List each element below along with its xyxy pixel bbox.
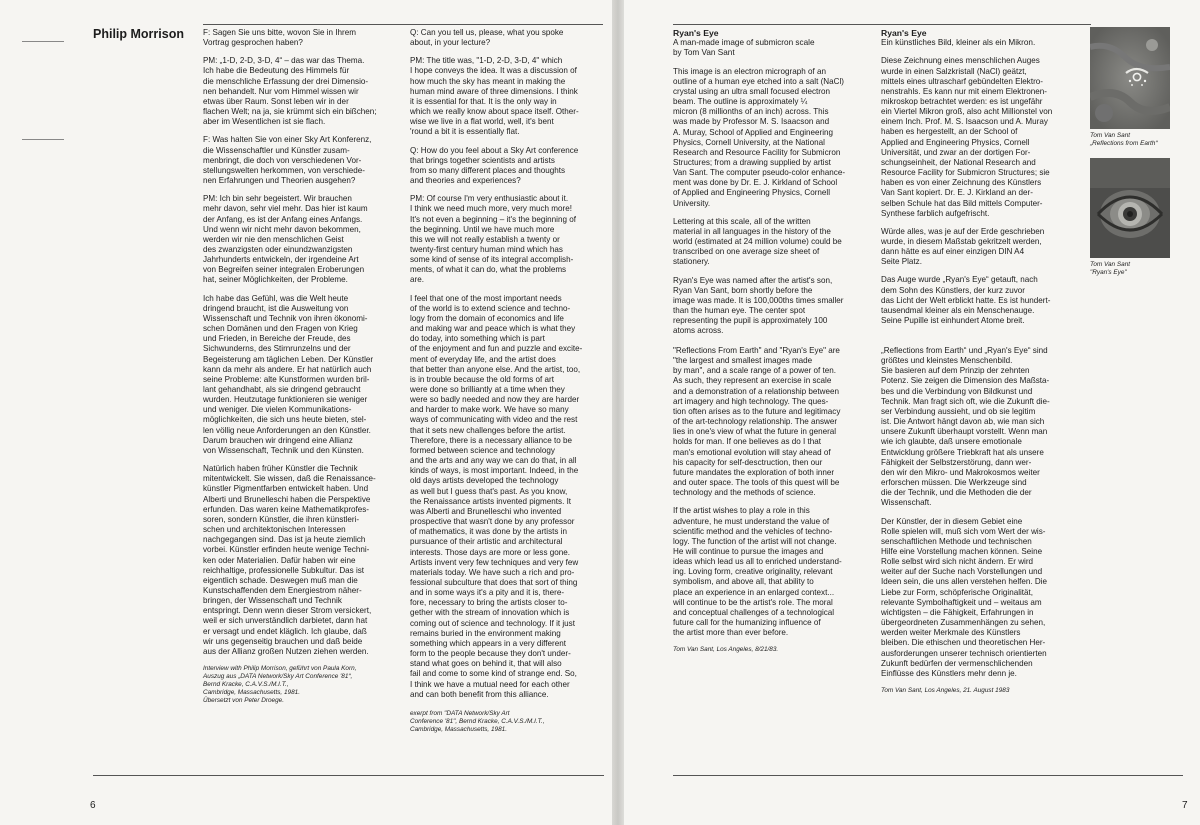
german-column [881, 28, 1091, 334]
credit-line: Interview with Philip Morrison, geführt von Paula Korn, [203, 665, 357, 673]
article-subtitle: A man-made image of submicron scale by Tom Van Sant [673, 38, 815, 58]
credit-line: Cambridge, Massachusetts, 1981. [410, 726, 507, 734]
top-rule [203, 24, 603, 25]
german-paragraph: PM: Ich bin sehr begeistert. Wir brauchen mehr davon, sehr viel mehr. Das hier ist kaum der Anfang, es ist der Anfang eines Anfangs. Und wenn wir nicht mehr davon bekommen, werden wir nie den menschlichen Geist des zwanzigsten oder einundzwanzigsten Jahrhunderts entwickeln, der irgendeine Art von Begreifen seiner integralen Eroberungen hat, seiner Möglichkeiten, der Probleme. [203, 194, 368, 285]
german-paragraph: PM: „1-D, 2-D, 3-D, 4“ – das war das Thema. Ich habe die Bedeutung des Himmels für die menschliche Erfassung der drei Dimensio- nen behandelt. Nur vom Himmel wissen wir etwas über Raum. Sonst leben wir in der flachen Welt; na ja, sie krümmt sich ein bißchen; aber im Wesentlichen ist sie flach. [203, 56, 377, 127]
english-paragraph: PM: The title was, "1-D, 2-D, 3-D, 4" which I hope conveys the idea. It was a discussion of how much the sky has meant in making the human mind aware of three dimensions. I think it is essential for that. It is the only way in which we really know about space itself. Other- wise we live in a flat world, well, it's bent 'round a bit it is essentially flat. [410, 56, 579, 137]
german-paragraph: Würde alles, was je auf der Erde geschrieben wurde, in diesem Maßstab gekritzelt werden, dann hätte es auf einer einzigen DIN A4 Seite Platz. [881, 226, 1045, 267]
reflections-from-earth-photo [1090, 27, 1170, 129]
article-subtitle: Ein künstliches Bild, kleiner als ein Mikron. [881, 38, 1036, 48]
german-paragraph: „Reflections from Earth“ und „Ryan's Eye“ sind größtes und kleinstes Menschenbild. Sie basieren auf dem Prinzip der zehnten Potenz. Sie zeigen die Dimension des Maßsta- bes und die Verbindung von Bildkunst und Technik. Man fragt sich oft, wie die Zukunft die- ser Verbindung aussieht, und ob sie legitim ist. Die Antwort hängt davon ab, wie man sich unsere Zukunft überhaupt vorstellt. Wenn man wie ich glaubte, daß unsere emotionale Entwicklung größere Triebkraft hat als unsere Fähigkeit der Selbstzerstörung, dann wer- den wir den Mikro- und Makrokosmos weiter erforschen müssen. Die Werkzeuge sind die der Technik, und die Methoden die der Wissenschaft. [881, 346, 1050, 508]
english-paragraph: Q: Can you tell us, please, what you spoke about, in your lecture? [410, 28, 564, 48]
english-column [673, 28, 878, 344]
english-paragraph: PM: Of course I'm very enthusiastic about it. I think we need much more, very much more! It's not even a beginning – it's the beginning of the beginning. Until we have much more this we will not really establish a twenty or twenty-first century human mind which has some kind of sense of its integral accomplish- ments, of what it can do, what the problems are. [410, 194, 576, 285]
english-paragraph: Ryan's Eye was named after the artist's son, Ryan Van Sant, born shortly before the image was made. It is 100,000ths times smaller than the human eye. The center spot representing the pupil is approximately 100 atoms across. [673, 275, 844, 336]
photo-caption [1090, 261, 1180, 277]
english-paragraph: This image is an electron micrograph of an outline of a human eye etched into a salt (NaCl) crystal using an ultra small focused electron beam. The outline is approximately ¼ micron (8 millionths of an inch) across. This was made by Professor M. S. Isaacson and A. Muray, School of Applied and Engineering Physics, Cornell University, at the National Research and Resource Facility for Submicron Structures; from a drawing supplied by artist Van Sant. The computer pseudo-color enhance- ment was done by Dr. E. J. Kirkland of School of Applied and Engineering Physics, Cornell University. [673, 66, 846, 208]
german-paragraph: Diese Zeichnung eines menschlichen Auges wurde in einen Salzkristall (NaCl) geätzt, mittels eines ultrascharf gebündelten Elektro- nenstrahls. Es kann nur mit einem Elektronen- mikroskop betrachtet werden: es ist ungefähr ein Viertel Mikron groß, also acht Millionstel von einem Inch. Prof. M. S. Isaacson und A. Muray haben es hergestellt, an der School of Applied and Engineering Physics, Cornell Universität, und zwar an der dortigen For- schungseinheit, der National Research and Resource Facility for Submicron Structures; sie haben es von einer Zeichnung des Künstlers Van Sant kopiert. Dr. E. J. Kirkland an der- selben Schule hat das Bild mittels Computer- Synthese farblich aufgefrischt. [881, 56, 1053, 218]
signature: Tom Van Sant, Los Angeles, 8/21/83. [673, 646, 779, 654]
english-paragraph: I feel that one of the most important needs of the world is to extend science and techno- logy from the domain of economics and life and making war and peace which is what they do today, into something which is part of the enjoyment and fun and puzzle and excite- ment of everyday life, and the artist does that better than anyone else. And the artist, too, is in trouble because the old forms of art were done so brilliantly at a time when they were so badly needed and now they are harder and harder to make work. We have so many ways of communicating with video and the rest that it sets new challenges before the artist. Therefore, there is a necessary alliance to be formed between science and technology and the arts and any way we can do that, in all kinds of ways, is most important. Indeed, in the old days artists developed the technology as well but I guess that's past. As you know, the Renaissance artists invented pigments. It was Alberti and Brunelleschi who invented prospective that wasn't done by any professor of mathematics, it was done by the artists in pursuance of their artistic and architectural interests. Those days are more or less gone. Artists invent very few techniques and very few materials today. We have such a rich and pro- fessional subculture that does that sort of thing and in some ways it's a pity and it is, there- fore, necessary to bring the artists closer to- gether with the stream of innovation which is coming out of science and technology. If it just remains buried in the environment making something which appears in a very different form to the people because they don't under- stand what goes on behind it, that will also fail and come to some kind of strange end. So, I think we have a mutual need for each other and can both benefit from this alliance. [410, 293, 583, 699]
caption-line: „Reflections from Earth“ [1090, 140, 1158, 148]
english-paragraph: If the artist wishes to play a role in this adventure, he must understand the value of scientific method and the vehicles of techno- logy. The function of the artist will not change. He will continue to pursue the images and ideas which lead us all to enriched understand- ing. Loving form, creative originality, relevant symbolism, and above all, that ability to place an experience in an enlarged context... will continue to be the artist's role. The moral and conceptual challenges of a technological future call for the humanizing influence of the artist more than ever before. [673, 506, 842, 638]
german-credit [203, 665, 403, 705]
caption-line: Tom Van Sant [1090, 132, 1131, 139]
page-number: 7 [1182, 800, 1188, 811]
english-paragraph: Q: How do you feel about a Sky Art conference that brings together scientists and artists from so many different places and thoughts and theories and experiences? [410, 145, 579, 186]
caption-line: "Ryan's Eye" [1090, 269, 1127, 277]
bottom-rule [673, 775, 1183, 776]
german-column [203, 28, 403, 706]
credit-line: Auszug aus „DATA Network/Sky Art Conference '81“, [203, 673, 353, 681]
signature: Tom Van Sant, Los Angeles, 21. August 1983 [881, 687, 1010, 694]
english-column [410, 28, 606, 734]
page-number: 6 [90, 800, 96, 811]
credit-line: Cambridge, Massachusetts, 1981. [203, 689, 300, 697]
credit-line: Bernd Kracke, C.A.V.S./M.I.T., [203, 681, 289, 689]
photo-caption [1090, 132, 1180, 148]
german-essay-column [881, 346, 1091, 695]
german-paragraph: F: Sagen Sie uns bitte, wovon Sie in Ihrem Vortrag gesprochen haben? [203, 28, 356, 48]
bottom-rule [93, 775, 604, 776]
credit-line: Conference '81", Bernd Kracke, C.A.V.S./M.I.T., [410, 717, 545, 725]
german-paragraph: F: Was halten Sie von einer Sky Art Konferenz, die Wissenschaftler und Künstler zusam- menbringt, die doch von verschiedenen Vor- stellungswelten herkommen, von verschiede- nen Erfahrungen und Theorien ausgehen? [203, 135, 372, 186]
caption-line: Tom Van Sant [1090, 261, 1131, 268]
german-paragraph: Natürlich haben früher Künstler die Technik mitentwickelt. Sie wissen, daß die Renaissance- künstler Pigmentfarben entwickelt haben. Und Alberti und Brunelleschi haben die Perspektive erfunden. Das waren keine Mathematikprofes- soren, sondern Künstler, die ihren künstleri- schen und architektonischen Interessen nachgegangen sind. Das ist ja heute ziemlich vorbei. Künstler erfinden heute wenige Techni- ken oder Materialien. Dafür haben wir eine reichhaltige, professionelle Subkultur. Das ist eigentlich schade. Deswegen muß man die Kunstschaffenden dem Energiestrom näher- bringen, der Wissenschaft und Technik entspringt. Denn wenn dieser Strom versickert, weil er sich unverständlich darbietet, dann hat er versagt und endet kläglich. Ich glaube, daß wir uns gegenseitig brauchen und daß beide aus der Allianz großen Nutzen ziehen werden. [203, 464, 376, 656]
top-rule [673, 24, 1091, 25]
english-credit [410, 710, 606, 734]
english-paragraph: Lettering at this scale, all of the written material in all languages in the history of the world (estimated at 24 million volume) could be transcribed on one average size sheet of stationery. [673, 216, 842, 267]
article-title: Ryan's Eye [673, 28, 719, 38]
ryans-eye-photo [1090, 158, 1170, 258]
article-title: Ryan's Eye [881, 28, 927, 38]
author-name: Philip Morrison [93, 27, 184, 41]
credit-line: exerpt from "DATA Network/Sky Art [410, 709, 510, 717]
right-page [624, 0, 1200, 825]
spread-gutter [612, 0, 624, 825]
margin-mark [22, 139, 64, 140]
german-paragraph: Das Auge wurde „Ryan's Eye“ getauft, nach dem Sohn des Künstlers, der kurz zuvor das Licht der Welt erblickt hatte. Es ist hundert- tausendmal kleiner als ein Menschenauge. Seine Pupille ist einhundert Atome breit. [881, 275, 1051, 326]
german-paragraph: Der Künstler, der in diesem Gebiet eine Rolle spielen will, muß sich vom Wert der wis- senschaftlichen Methode und technischen Hilfe eine Vorstellung machen können. Seine Rolle selbst wird sich nicht ändern. Er wird weiter auf der Suche nach Vorstellungen und Ideen sein, die uns allen verstehen helfen. Die Liebe zur Form, schöpferische Originalität, relevante Symbolhaftigkeit und – weitaus am wichtigsten – die Fähigkeit, Erfahrungen in übergeordneten Zusammenhängen zu sehen, werden weiter Merkmale des Künstlers bleiben. Die ethischen und theoretischen Her- ausforderungen unserer technisch orientierten Zukunft bedürfen der vermenschlichenden Einflüsse des Künstlers mehr denn je. [881, 516, 1048, 678]
english-essay-column [673, 346, 878, 654]
german-paragraph: Ich habe das Gefühl, was die Welt heute dringend braucht, ist die Ausweitung von Wissenschaft und Technik von ihren ökonomi- schen Domänen und den Fragen von Krieg und Frieden, in Bereiche der Freude, des Sichwunderns, des Stirnrunzelns und der Begeisterung am täglichen Leben. Der Künstler kann da mehr als andere. Er hat natürlich auch seine Probleme: alte Kunstformen wurden bril- lant gehandhabt, als sie dringend gebraucht wurden. Heutzutage funktionieren sie weniger und weniger. Die vielen Kommunikations- möglichkeiten, die sich uns heute bieten, stel- len völlig neue Anforderungen an den Künstler. Darum brauchen wir dringend eine Allianz von Wissenschaft, Technik und den Künsten. [203, 293, 374, 455]
margin-mark [22, 41, 64, 42]
credit-line: Übersetzt von Peter Droege. [203, 697, 284, 705]
english-paragraph: "Reflections From Earth" and "Ryan's Eye" are "the largest and smallest images made by man", and a scale range of a power of ten. As such, they represent an exercise in scale and a demonstration of a relationship between art imagery and high technology. The ques- tion often arises as to the future and legitimacy of the art-technology relationship. The answer lies in one's view of what the future in general holds for man. If one believes as do I that man's emotional evolution will stay ahead of his capacity for self-desctruction, then our future mandates the exploration of both inner and outer space. The tools of this quest will be technology and the methods of science. [673, 346, 841, 498]
